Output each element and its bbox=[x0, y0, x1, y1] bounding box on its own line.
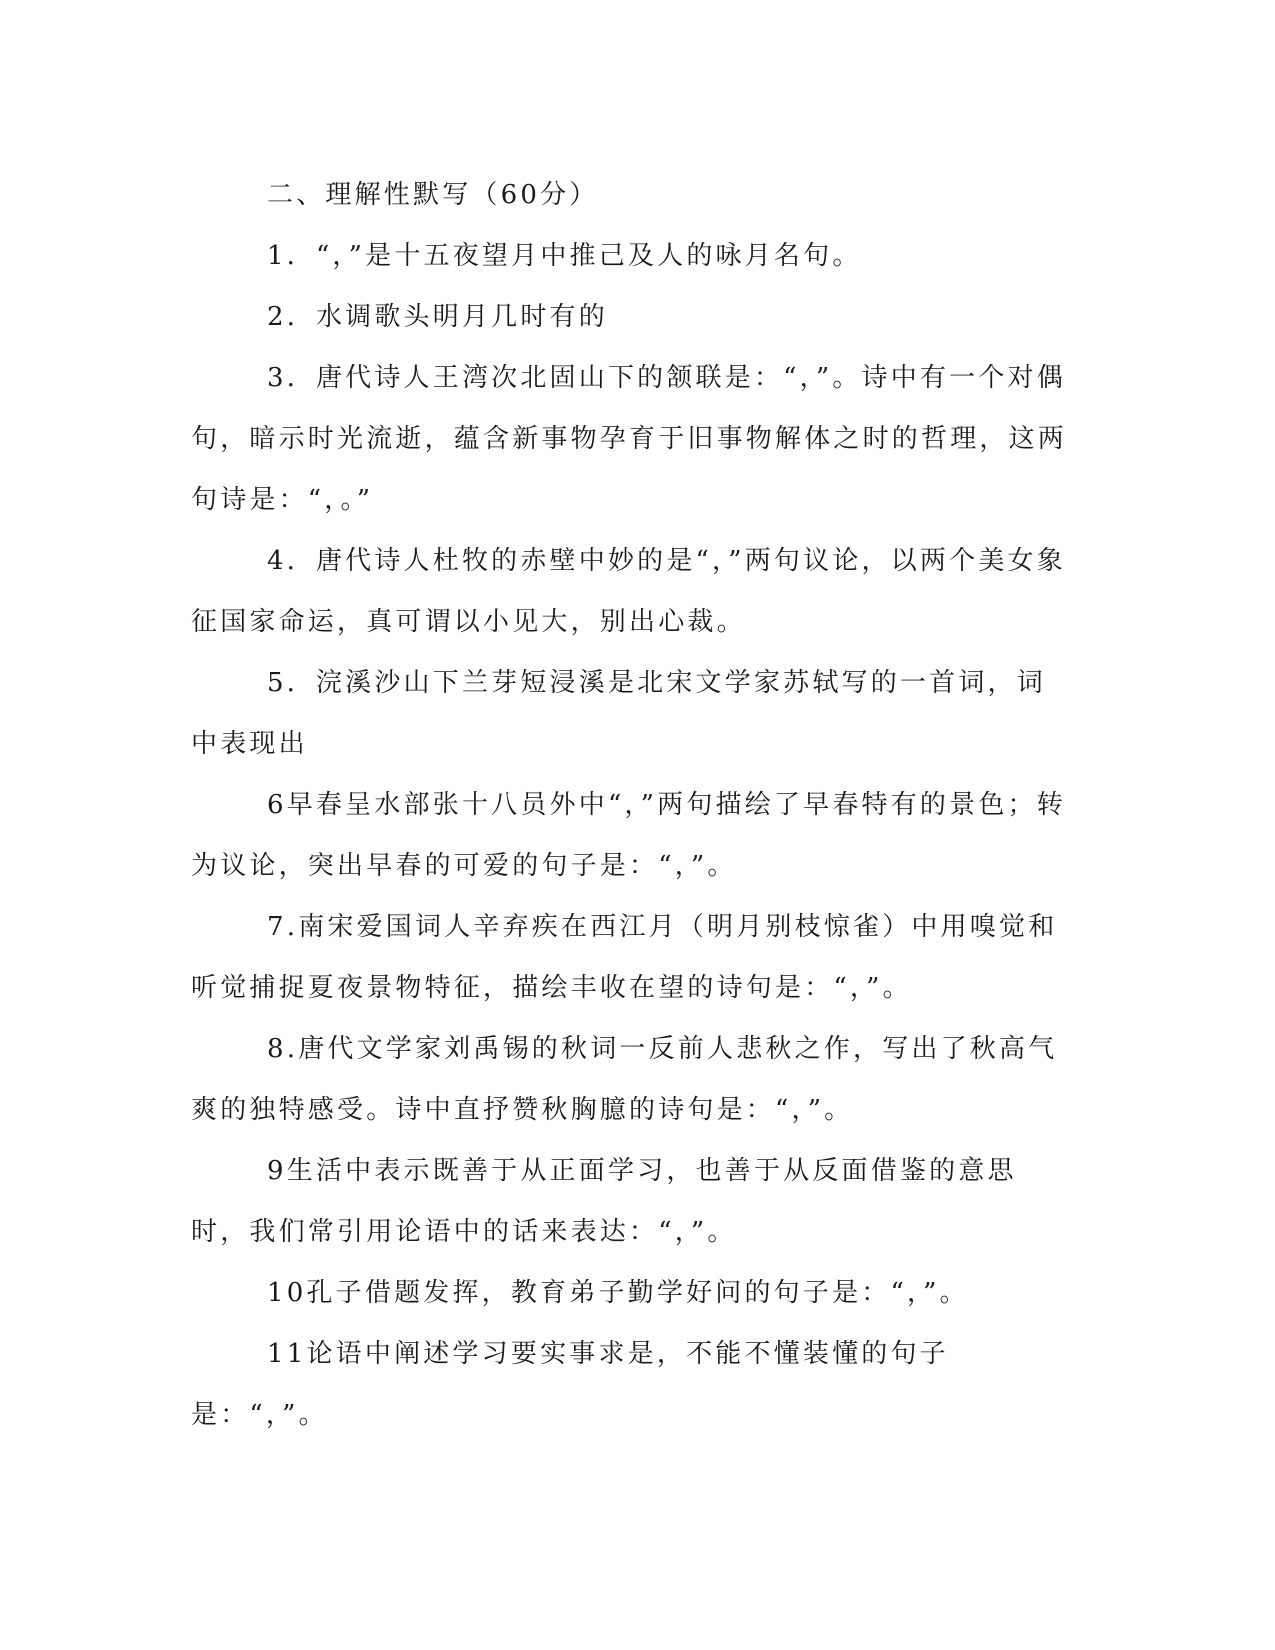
question-10: 10孔子借题发挥，教育弟子勤学好问的句子是：“，”。 bbox=[267, 1278, 969, 1308]
question-5: 5．浣溪沙山下兰芽短浸溪是北宋文学家苏轼写的一首词，词中表现出 bbox=[191, 668, 1046, 759]
question-11: 11论语中阐述学习要实事求是，不能不懂装懂的句子是：“，”。 bbox=[191, 1339, 949, 1430]
question-6: 6早春呈水部张十八员外中“，”两句描绘了早春特有的景色；转为议论，突出早春的可爱的句子是：“，”。 bbox=[191, 790, 1066, 881]
question-8: 8.唐代文学家刘禹锡的秋词一反前人悲秋之作，写出了秋高气爽的独特感受。诗中直抒赞秋胸臆的诗句是：“，”。 bbox=[191, 1034, 1058, 1125]
question-7: 7.南宋爱国词人辛弃疾在西江月（明月别枝惊雀）中用嗅觉和听觉捕捉夏夜景物特征，描绘丰收在望的诗句是：“，”。 bbox=[191, 912, 1058, 1003]
section-title: 二、理解性默写（60分） bbox=[267, 180, 599, 210]
question-9: 9生活中表示既善于从正面学习，也善于从反面借鉴的意思时，我们常引用论语中的话来表达：“，”。 bbox=[191, 1156, 1017, 1247]
question-1: 1．“，”是十五夜望月中推己及人的咏月名句。 bbox=[267, 241, 862, 271]
document-body bbox=[191, 165, 1071, 1446]
question-4: 4．唐代诗人杜牧的赤壁中妙的是“，”两句议论，以两个美女象征国家命运，真可谓以小见大，别出心裁。 bbox=[191, 546, 1066, 637]
question-3: 3．唐代诗人王湾次北固山下的颔联是：“，”。诗中有一个对偶句，暗示时光流逝，蕴含新事物孕育于旧事物解体之时的哲理，这两句诗是：“，。” bbox=[191, 363, 1068, 515]
question-2: 2．水调歌头明月几时有的 bbox=[267, 302, 608, 332]
